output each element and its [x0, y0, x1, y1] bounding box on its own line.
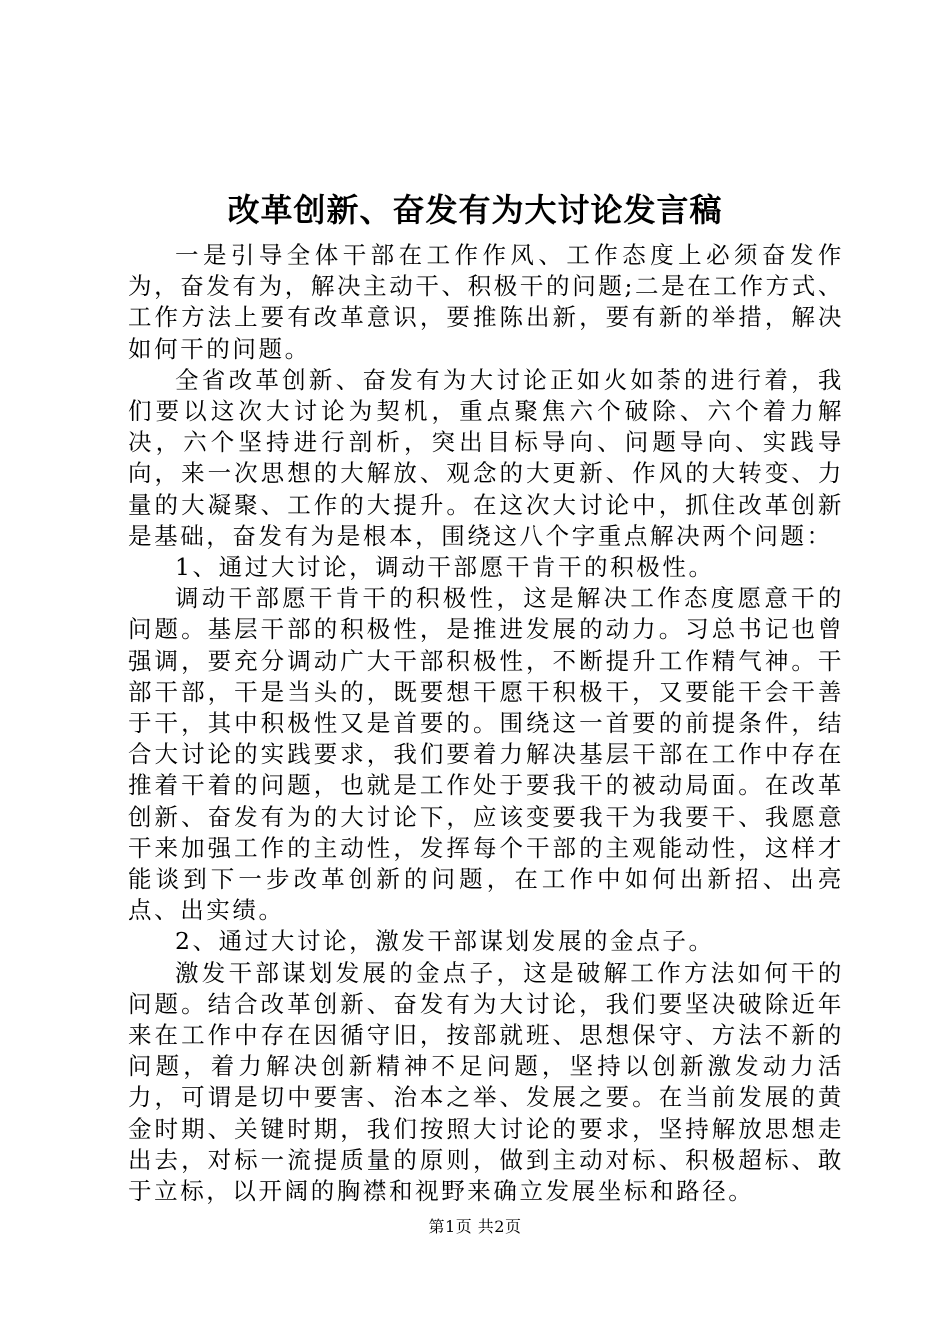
paragraph-intro: 一是引导全体干部在工作作风、工作态度上必须奋发作为，奋发有为，解决主动干、积极干的问题;二是在工作方式、工作方法上要有改革意识，要推陈出新，要有新的举措，解决如何干的问题。: [128, 241, 844, 363]
page-number-footer: 第1页 共2页: [428, 1217, 522, 1236]
paragraph-section-1: 调动干部愿干肯干的积极性，这是解决工作态度愿意干的问题。基层干部的积极性，是推进发展的动力。习总书记也曾强调，要充分调动广大干部积极性，不断提升工作精气神。干部干部，干是当头的，既要想干愿干积极干，又要能干会干善于干，其中积极性又是首要的。围绕这一首要的前提条件，结合大讨论的实践要求，我们要着力解决基层干部在工作中存在推着干着的问题，也就是工作处于要我干的被动局面。在改革创新、奋发有为的大讨论下，应该变要我干为我要干、我愿意干来加强工作的主动性，发挥每个干部的主观能动性，这样才能谈到下一步改革创新的问题，在工作中如何出新招、出亮点、出实绩。: [128, 584, 844, 925]
paragraph-context: 全省改革创新、奋发有为大讨论正如火如荼的进行着，我们要以这次大讨论为契机，重点聚焦六个破除、六个着力解决，六个坚持进行剖析，突出目标导向、问题导向、实践导向，来一次思想的大解放、观念的大更新、作风的大转变、力量的大凝聚、工作的大提升。在这次大讨论中，抓住改革创新是基础，奋发有为是根本，围绕这八个字重点解决两个问题：: [128, 365, 844, 550]
section-heading-2: 2、通过大讨论，激发干部谋划发展的金点子。: [175, 927, 715, 956]
document-body: [128, 240, 844, 1207]
paragraph-section-2: 激发干部谋划发展的金点子，这是破解工作方法如何干的问题。结合改革创新、奋发有为大讨论，我们要坚决破除近年来在工作中存在因循守旧，按部就班、思想保守、方法不新的问题，着力解决创新精神不足问题，坚持以创新激发动力活力，可谓是切中要害、治本之举、发展之要。在当前发展的黄金时期、关键时期，我们按照大讨论的要求，坚持解放思想走出去，对标一流提质量的原则，做到主动对标、积极超标、敢于立标，以开阔的胸襟和视野来确立发展坐标和路径。: [128, 958, 844, 1206]
section-heading-1: 1、通过大讨论，调动干部愿干肯干的积极性。: [175, 553, 715, 582]
document-title: 改革创新、奋发有为大讨论发言稿: [227, 191, 723, 229]
